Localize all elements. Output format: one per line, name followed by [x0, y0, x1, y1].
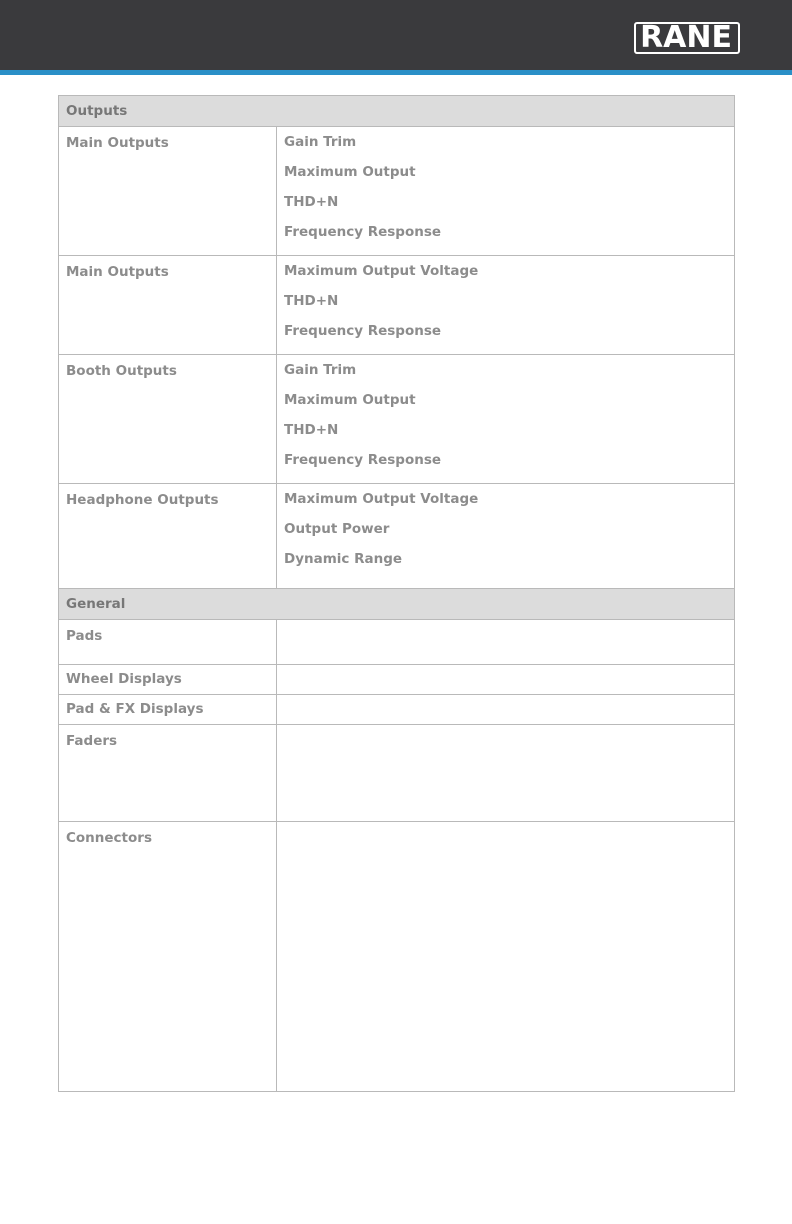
- row-values: [277, 725, 735, 822]
- section-header-outputs: [59, 96, 735, 127]
- spec-row-pads: [59, 620, 735, 665]
- spec-item: Frequency Response: [284, 452, 442, 468]
- logo-wordmark: [634, 22, 740, 54]
- row-values: [277, 127, 735, 256]
- row-label: Pads: [59, 620, 277, 665]
- spec-item: Maximum Output: [284, 392, 416, 408]
- spec-item: Maximum Output: [284, 164, 416, 180]
- section-title: General: [59, 589, 735, 620]
- spec-row-faders: [59, 725, 735, 822]
- logo-text: RANE: [640, 20, 732, 55]
- row-label: Booth Outputs: [59, 355, 277, 484]
- row-label: Faders: [59, 725, 277, 822]
- header-bar: [0, 0, 792, 70]
- spec-item: Dynamic Range: [284, 551, 403, 567]
- row-values: [277, 484, 735, 589]
- spec-item: Gain Trim: [284, 362, 357, 378]
- spec-item: THD+N: [284, 194, 339, 210]
- spec-item: Maximum Output Voltage: [284, 491, 479, 507]
- spec-item: Gain Trim: [284, 134, 357, 150]
- section-header-general: [59, 589, 735, 620]
- row-values: [277, 822, 735, 1092]
- spec-row-headphone-outputs: [59, 484, 735, 589]
- header-stripe: [0, 70, 792, 75]
- rane-logo: [634, 21, 740, 55]
- row-values: [277, 695, 735, 725]
- row-values: [277, 665, 735, 695]
- spec-item: Frequency Response: [284, 224, 442, 240]
- spec-item: Frequency Response: [284, 323, 442, 339]
- row-values: [277, 256, 735, 355]
- row-label: Wheel Displays: [59, 665, 277, 695]
- row-values: [277, 620, 735, 665]
- spec-row-pad-fx-displays: [59, 695, 735, 725]
- spec-row-wheel-displays: [59, 665, 735, 695]
- section-title: Outputs: [59, 96, 735, 127]
- row-values: [277, 355, 735, 484]
- row-label: Headphone Outputs: [59, 484, 277, 589]
- spec-item: THD+N: [284, 422, 339, 438]
- spec-row-main-outputs-2: [59, 256, 735, 355]
- spec-row-main-outputs: [59, 127, 735, 256]
- row-label: Connectors: [59, 822, 277, 1092]
- row-label: Pad & FX Displays: [59, 695, 277, 725]
- spec-row-connectors: [59, 822, 735, 1092]
- spec-item: Output Power: [284, 521, 390, 537]
- row-label: Main Outputs: [59, 256, 277, 355]
- specifications-table: [58, 95, 735, 1092]
- spec-item: THD+N: [284, 293, 339, 309]
- row-label: Main Outputs: [59, 127, 277, 256]
- spec-item: Maximum Output Voltage: [284, 263, 479, 279]
- spec-row-booth-outputs: [59, 355, 735, 484]
